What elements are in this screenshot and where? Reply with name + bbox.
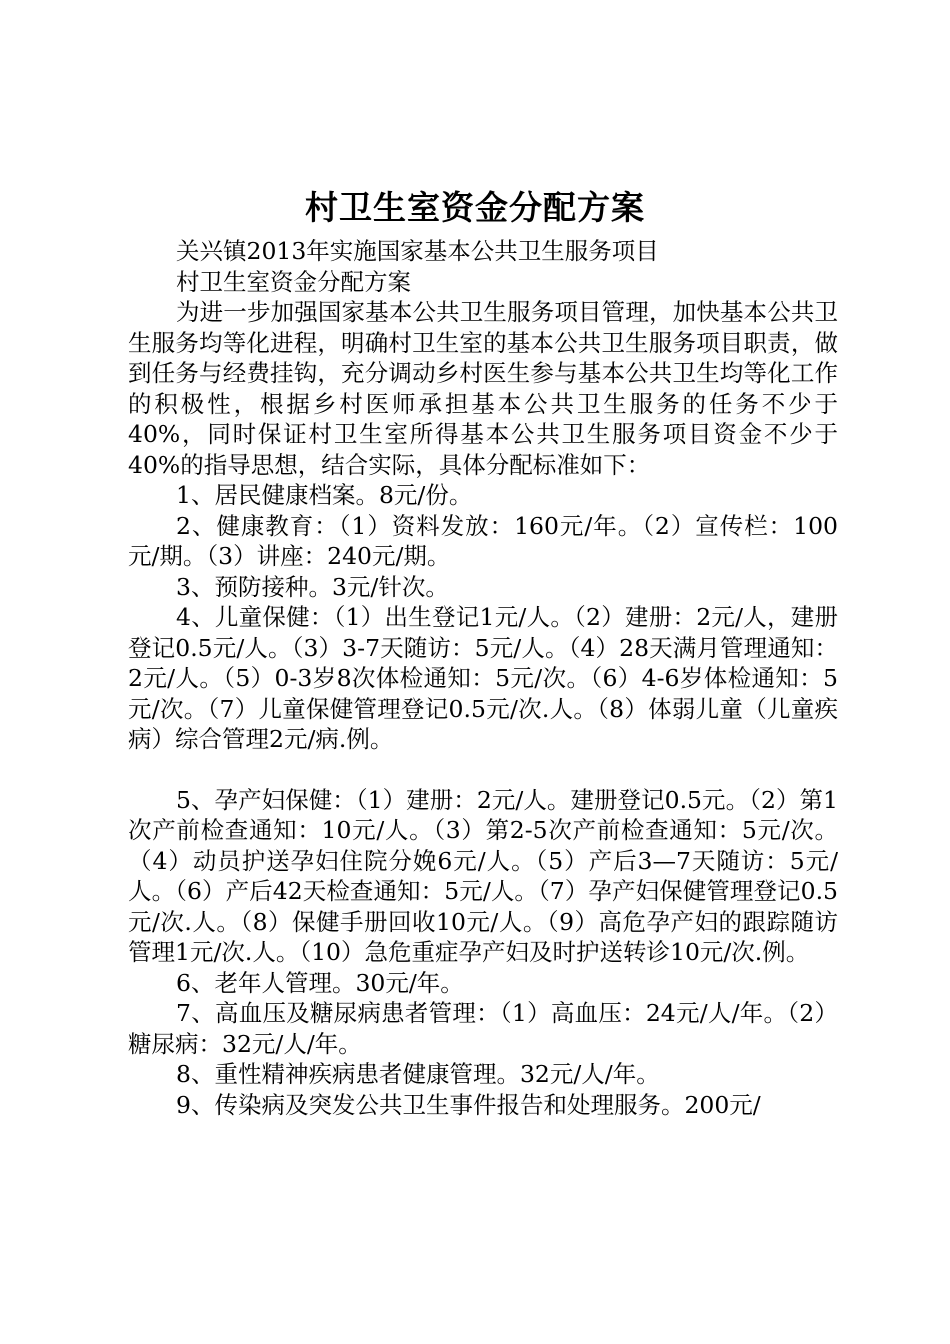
item-4: 4、儿童保健：（1）出生登记1元/人。（2）建册：2元/人，建册登记0.5元/人。（3）3-7天随访：5元/人。（4）28天满月管理通知：2元/人。（5）0-3岁8次体检通知：5元/次。（6）4-6岁体检通知：5元/次。（7）儿童保健管理登记0.5元/次.人。（8）体弱儿童（儿童疾病）综合管理2元/病.例。	[128, 603, 838, 753]
document-body	[128, 236, 838, 1120]
paragraph-gap	[128, 755, 838, 785]
item-1: 1、居民健康档案。8元/份。	[176, 481, 473, 509]
item-6: 6、老年人管理。30元/年。	[176, 968, 464, 997]
item-7: 7、高血压及糖尿病患者管理：（1）高血压：24元/人/年。（2）糖尿病：32元/人/年。	[128, 999, 838, 1058]
item-5: 5、孕产妇保健：（1）建册：2元/人。建册登记0.5元。（2）第1次产前检查通知：10元/人。（3）第2-5次产前检查通知：5元/次。（4）动员护送孕妇住院分娩6元/人。（5）产后3—7天随访：5元/人。（6）产后42天检查通知：5元/人。（7）孕产妇保健管理登记0.5元/次.人。（8）保健手册回收10元/人。（9）高危孕产妇的跟踪随访管理1元/次.人。（10）急危重症孕产妇及时护送转诊10元/次.例。	[128, 785, 838, 966]
intro-paragraph: 为进一步加强国家基本公共卫生服务项目管理，加快基本公共卫生服务均等化进程，明确村卫生室的基本公共卫生服务项目职责，做到任务与经费挂钩，充分调动乡村医生参与基本公共卫生均等化工作的积极性，根据乡村医师承担基本公共卫生服务的任务不少于40%，同时保证村卫生室所得基本公共卫生服务项目资金不少于40%的指导思想，结合实际，具体分配标准如下：	[128, 298, 838, 479]
subtitle-line-2: 村卫生室资金分配方案	[176, 267, 411, 296]
item-8: 8、重性精神疾病患者健康管理。32元/人/年。	[176, 1060, 660, 1088]
subtitle-line-1: 关兴镇2013年实施国家基本公共卫生服务项目	[176, 237, 659, 265]
item-2: 2、健康教育：（1）资料发放：160元/年。（2）宣传栏：100元/期。（3）讲座：240元/期。	[128, 511, 838, 570]
item-3: 3、预防接种。3元/针次。	[176, 572, 449, 601]
item-9: 9、传染病及突发公共卫生事件报告和处理服务。200元/	[176, 1090, 761, 1119]
document-title: 村卫生室资金分配方案	[305, 188, 645, 227]
